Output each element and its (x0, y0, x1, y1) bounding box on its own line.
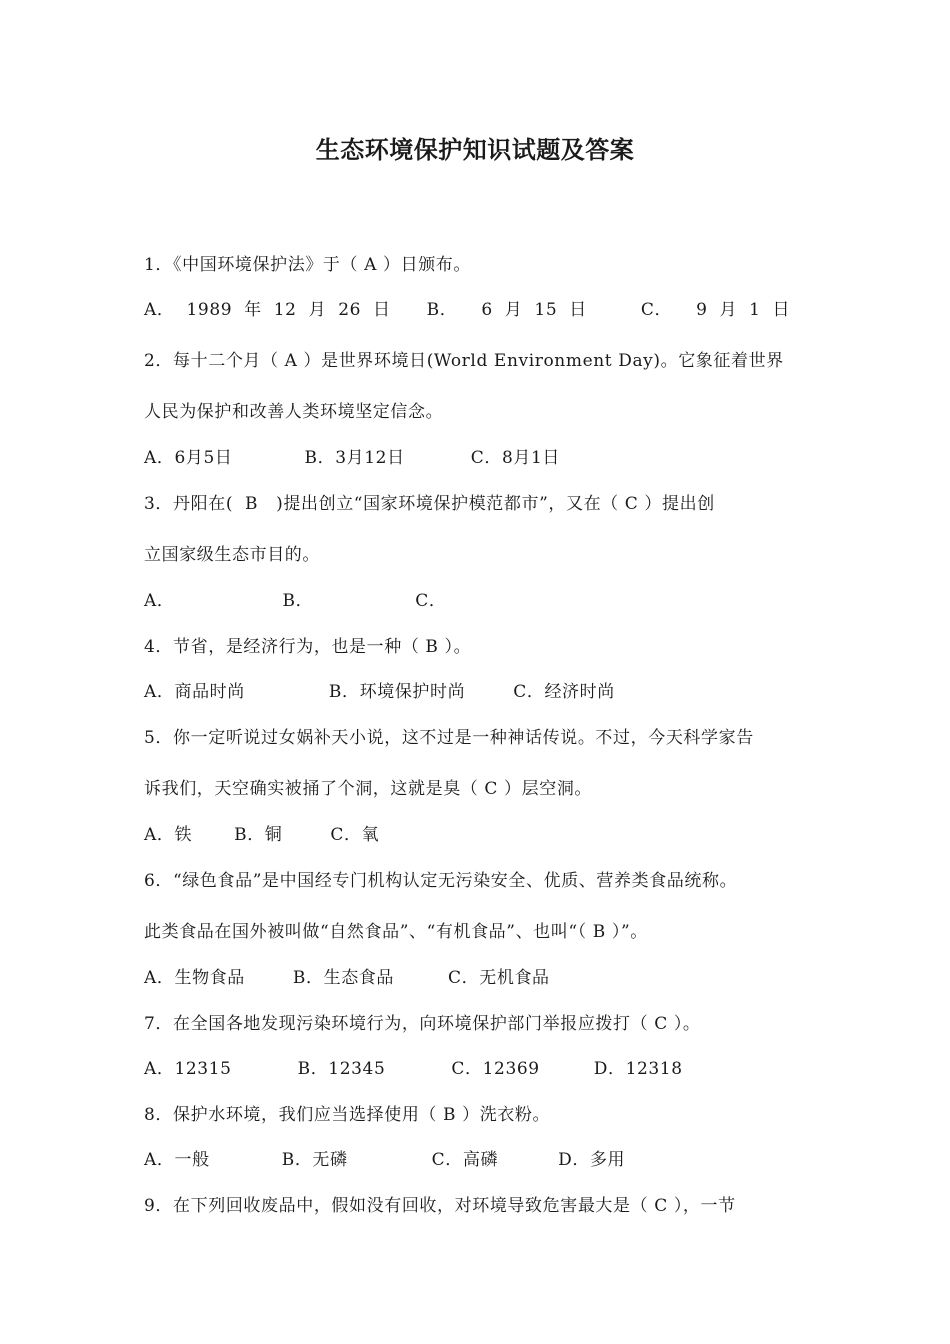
question-2-options: A．6月5日 B．3月12日 C．8月1日 (144, 448, 560, 468)
question-5: 5．你一定听说过女娲补天小说，这不过是一种神话传说。不过，今天科学家告 (144, 728, 754, 748)
page-title: 生态环境保护知识试题及答案 (315, 136, 635, 164)
question-8: 8．保护水环境，我们应当选择使用（ B ）洗衣粉。 (144, 1105, 551, 1125)
question-5-options: A．铁 B．铜 C．氧 (144, 825, 380, 845)
question-3: 3．丹阳在( B )提出创立“国家环境保护模范都市”，又在（ C ）提出创 (144, 494, 715, 514)
question-7: 7．在全国各地发现污染环境行为，向环境保护部门举报应拨打（ C ）。 (144, 1014, 701, 1034)
question-3-options: A． B． C． (144, 591, 447, 611)
question-3-continued: 立国家级生态市目的。 (144, 545, 320, 565)
question-2-continued: 人民为保护和改善人类环境坚定信念。 (144, 402, 444, 422)
question-6-options: A．生物食品 B．生态食品 C．无机食品 (144, 968, 550, 988)
question-6: 6．“绿色食品”是中国经专门机构认定无污染安全、优质、营养类食品统称。 (144, 871, 738, 891)
question-1-options: A． 1989 年 12 月 26 日 B． 6 月 15 日 C． 9 月 1 日 (144, 300, 791, 320)
question-2: 2．每十二个月（ A ）是世界环境日(World Environment Day)。它象征着世界 (144, 351, 784, 371)
question-8-options: A．一般 B．无磷 C．高磷 D．多用 (144, 1150, 626, 1170)
question-4-options: A．商品时尚 B．环境保护时尚 C．经济时尚 (144, 682, 615, 702)
question-4: 4．节省，是经济行为，也是一种（ B ）。 (144, 637, 472, 657)
question-7-options: A．12315 B．12345 C．12369 D．12318 (144, 1059, 683, 1079)
question-1: 1．《中国环境保护法》于（ A ）日颁布。 (144, 255, 471, 275)
question-5-continued: 诉我们，天空确实被捅了个洞，这就是臭（ C ）层空洞。 (144, 779, 593, 799)
question-9: 9．在下列回收废品中，假如没有回收，对环境导致危害最大是（ C ），一节 (144, 1196, 736, 1216)
question-6-continued: 此类食品在国外被叫做“自然食品”、“有机食品”、也叫“（ B ）”。 (144, 922, 648, 942)
